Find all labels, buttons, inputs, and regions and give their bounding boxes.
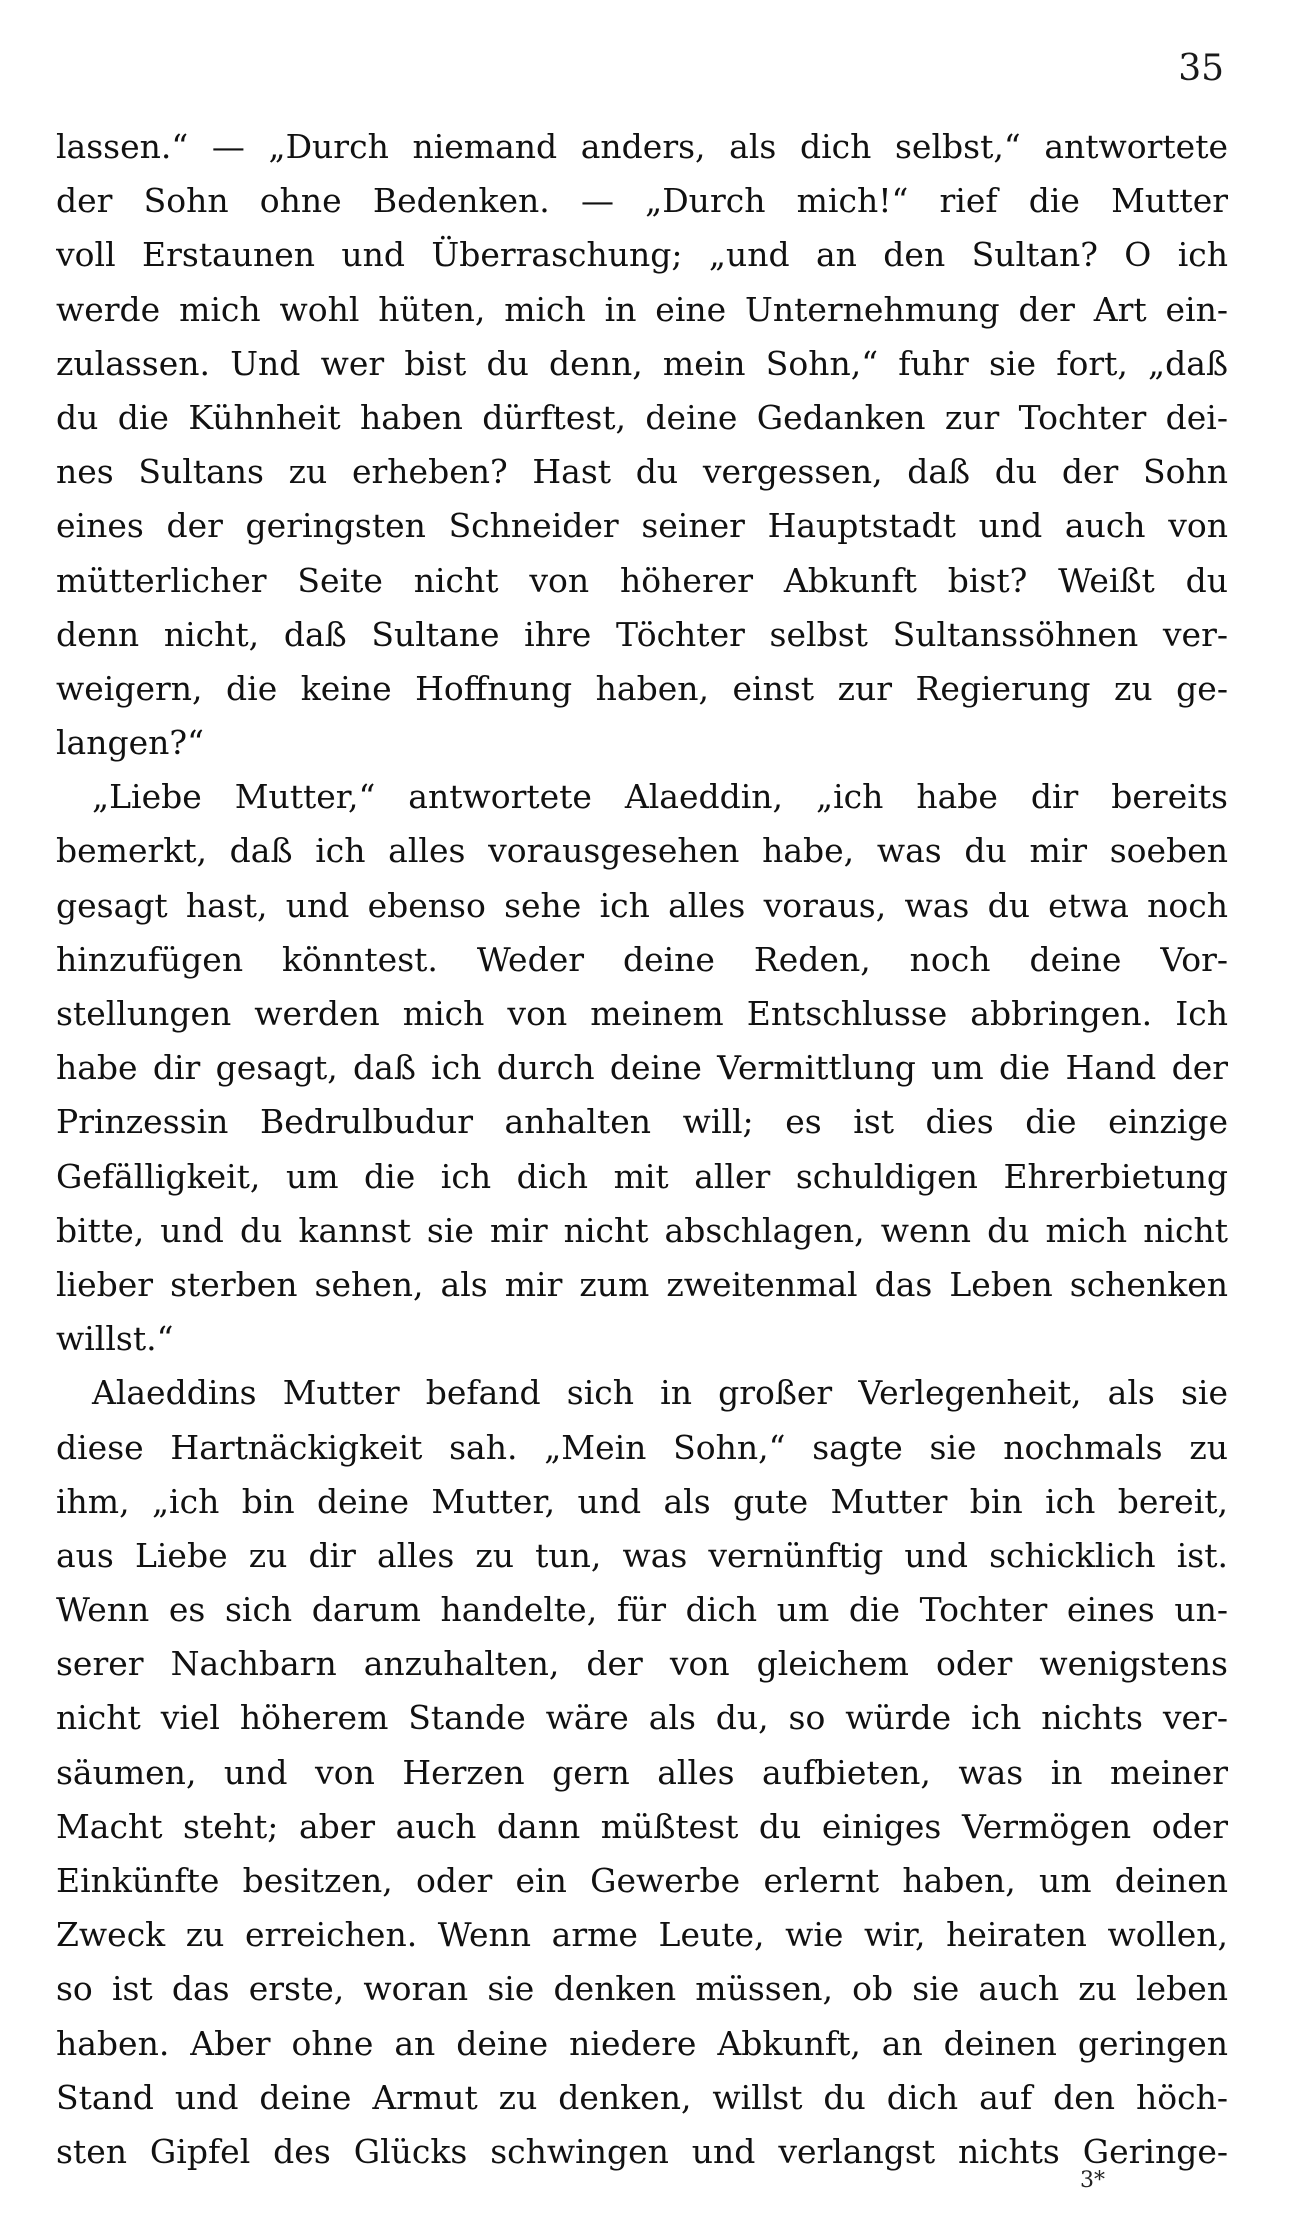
text-line: lieber sterben sehen, als mir zum zweitenmal das Leben schenken <box>56 1264 1228 1304</box>
text-line: bitte, und du kannst sie mir nicht abschlagen, wenn du mich nicht <box>56 1210 1228 1250</box>
text-line: sten Gipfel des Glücks schwingen und verlangst nichts Geringe- <box>56 2131 1228 2171</box>
text-line: Stand und deine Armut zu denken, willst du dich auf den höch- <box>56 2077 1228 2117</box>
text-line: eines der geringsten Schneider seiner Hauptstadt und auch von <box>56 506 1228 546</box>
text-line: Alaeddins Mutter befand sich in großer Verlegenheit, als sie <box>92 1373 1228 1413</box>
text-line: lassen.“ — „Durch niemand anders, als dich selbst,“ antwortete <box>56 127 1228 166</box>
text-line: Zweck zu erreichen. Wenn arme Leute, wie wir, heiraten wollen, <box>56 1915 1228 1955</box>
text-line: so ist das erste, woran sie denken müssen, ob sie auch zu leben <box>56 1969 1228 2009</box>
text-line: weigern, die keine Hoffnung haben, einst zur Regierung zu ge- <box>56 668 1228 708</box>
text-line: zulassen. Und wer bist du denn, mein Sohn,“ fuhr sie fort, „daß <box>56 343 1228 383</box>
text-line: diese Hartnäckigkeit sah. „Mein Sohn,“ sagte sie nochmals zu <box>56 1427 1228 1467</box>
text-line: Einkünfte besitzen, oder ein Gewerbe erlernt haben, um deinen <box>56 1861 1228 1900</box>
text-line: mütterlicher Seite nicht von höherer Abkunft bist? Weißt du <box>56 560 1228 600</box>
text-line: Prinzessin Bedrulbudur anhalten will; es ist dies die einzige <box>56 1102 1228 1142</box>
text-line: säumen, und von Herzen gern alles aufbieten, was in meiner <box>56 1752 1228 1792</box>
text-line: haben. Aber ohne an deine niedere Abkunft, an deinen geringen <box>56 2023 1228 2063</box>
text-line: Wenn es sich darum handelte, für dich um die Tochter eines un- <box>56 1590 1228 1630</box>
text-line: nes Sultans zu erheben? Hast du vergessen, daß du der Sohn <box>56 452 1228 492</box>
text-line: voll Erstaunen und Überraschung; „und an den Sultan? O ich <box>56 235 1228 275</box>
text-line: gesagt hast, und ebenso sehe ich alles voraus, was du etwa noch <box>56 885 1228 925</box>
text-line: denn nicht, daß Sultane ihre Töchter selbst Sultanssöhnen ver- <box>56 614 1228 654</box>
text-line: serer Nachbarn anzuhalten, der von gleichem oder wenigstens <box>56 1644 1228 1684</box>
text-line: ihm, „ich bin deine Mutter, und als gute Mutter bin ich bereit, <box>56 1481 1228 1521</box>
text-line: Gefälligkeit, um die ich dich mit aller schuldigen Ehrerbietung <box>56 1156 1228 1196</box>
text-line: bemerkt, daß ich alles vorausgesehen habe, was du mir soeben <box>56 831 1228 871</box>
text-line: willst.“ <box>56 1319 174 1359</box>
text-line: der Sohn ohne Bedenken. — „Durch mich!“ rief die Mutter <box>56 181 1228 221</box>
text-line: habe dir gesagt, daß ich durch deine Vermittlung um die Hand der <box>56 1048 1228 1088</box>
text-line: aus Liebe zu dir alles zu tun, was vernünftig und schicklich ist. <box>56 1535 1228 1575</box>
text-line: du die Kühnheit haben dürftest, deine Gedanken zur Tochter dei- <box>56 397 1228 437</box>
text-line: werde mich wohl hüten, mich in eine Unternehmung der Art ein- <box>56 289 1228 329</box>
text-line: Macht steht; aber auch dann müßtest du einiges Vermögen oder <box>56 1806 1228 1846</box>
text-line: stellungen werden mich von meinem Entschlusse abbringen. Ich <box>56 994 1228 1033</box>
signature-mark: 3* <box>1080 2168 1105 2193</box>
page-number: 35 <box>1178 48 1224 89</box>
text-line: hinzufügen könntest. Weder deine Reden, noch deine Vor- <box>56 939 1228 979</box>
text-line: nicht viel höherem Stande wäre als du, so würde ich nichts ver- <box>56 1698 1228 1738</box>
text-line: „Liebe Mutter,“ antwortete Alaeddin, „ich habe dir bereits <box>92 777 1228 817</box>
text-line: langen?“ <box>56 723 204 763</box>
body-text <box>56 120 1228 2179</box>
